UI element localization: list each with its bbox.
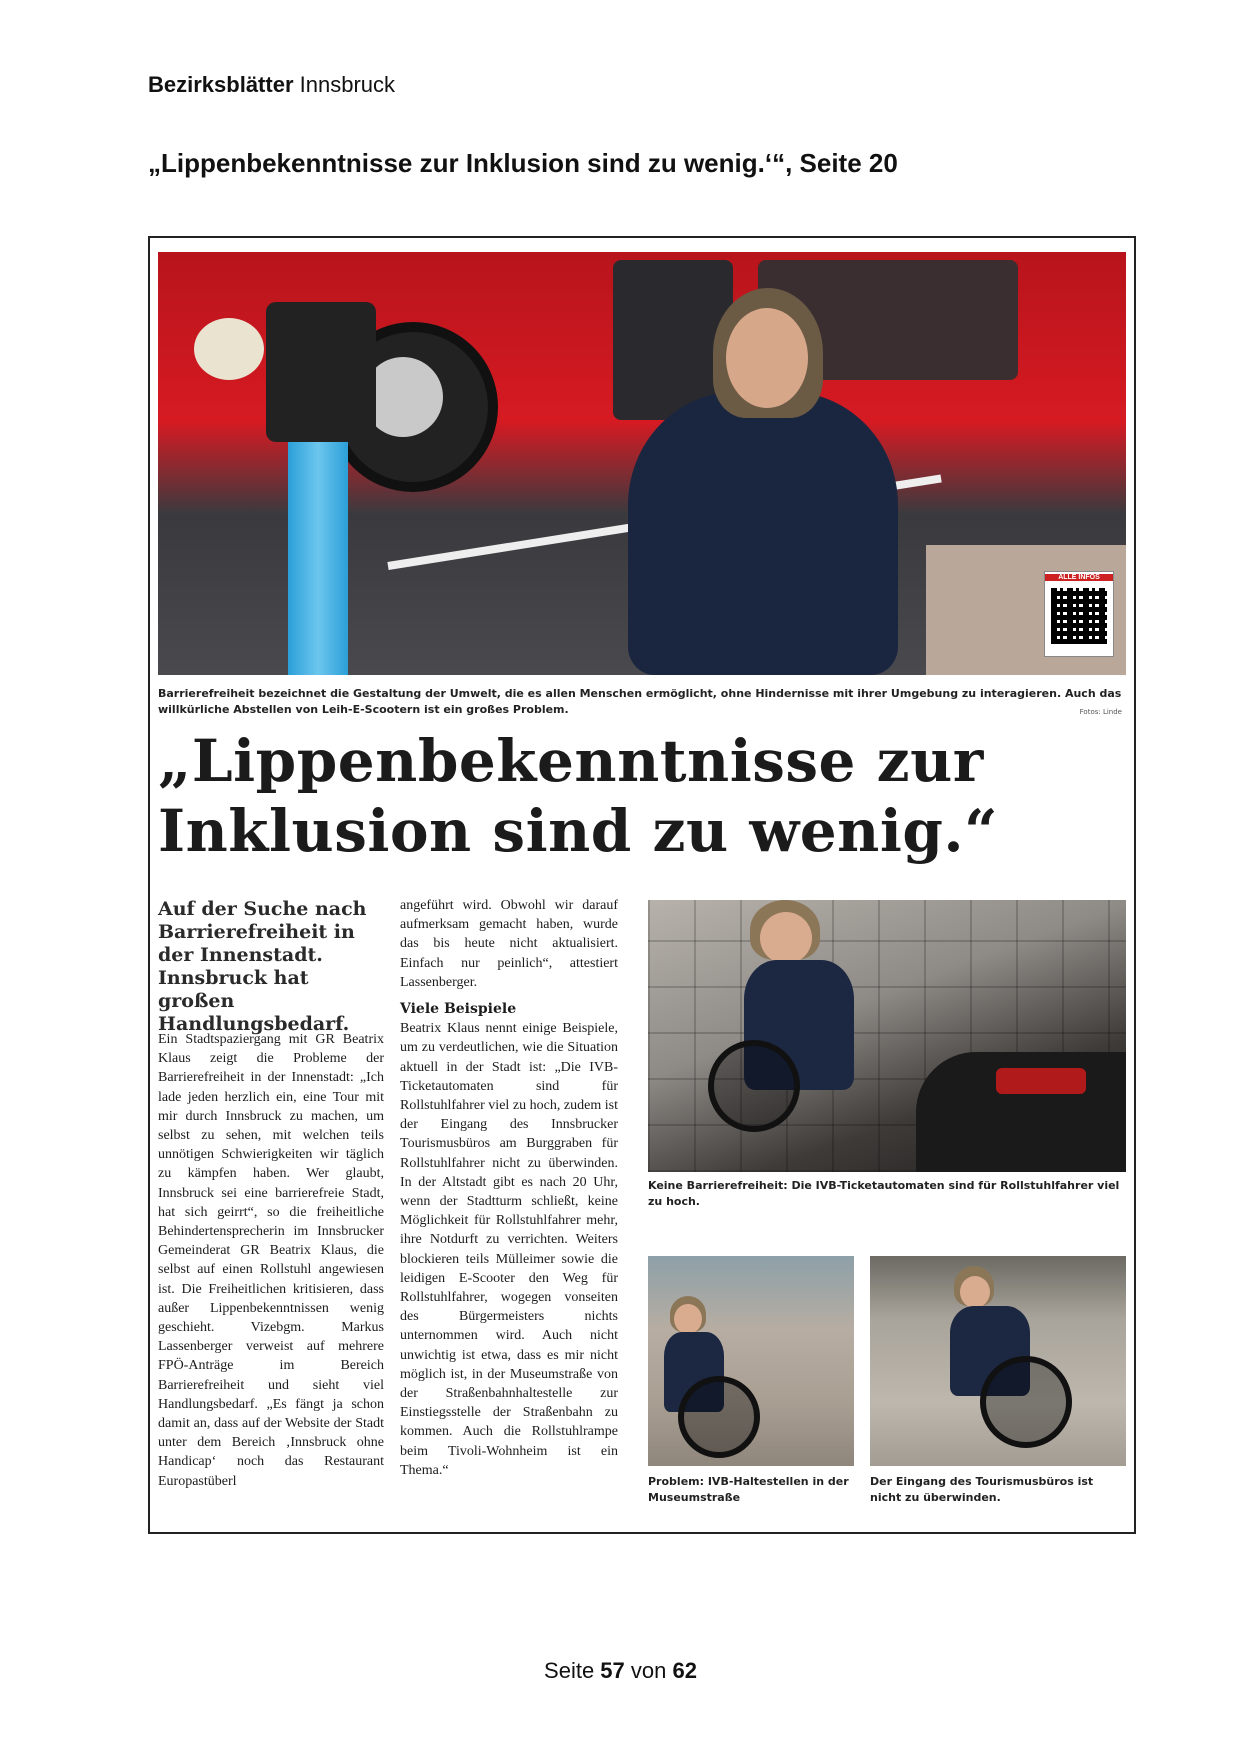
article-column-1: Ein Stadtspaziergang mit GR Beatrix Klaus zeigt die Probleme der Barrierefreiheit in der Innenstadt: „Ich lade jeden herzlich ein, eine Tour mit mir durch Innsbruck zu machen, um selbst zu sehen, mit welchen teils unnötigen Schwierigkeiten wir täglich zu kämpfen haben. Wer glaubt, Innsbruck sei eine barrierefreie Stadt, hat sich geirrt“, so die freiheitliche Behindertensprecherin im Innsbrucker Gemeinderat GR Beatrix Klaus, die selbst auf einen Rollstuhl angewiesen ist. Die Freiheitlichen kritisieren, dass außer Lippenbekenntnissen wenig geschieht. Vizebgm. Markus Lassenberger verweist auf mehrere FPÖ-Anträge im Bereich Barrierefreiheit und sieht viel Handlungsbedarf. „Es fängt ja schon damit an, dass auf der Website der Stadt unter dem Bereich ‚Innsbruck ohne Handicap‘ noch das Restaurant Europastüberl — [158, 1032, 384, 1489]
article-lead: Auf der Suche nach Barrierefreiheit in der Innenstadt. Innsbruck hat großen Handlungsbedarf. — [158, 898, 367, 1035]
scooter-handlebar — [266, 302, 376, 442]
entrance-caption: Der Eingang des Tourismusbüros ist nicht zu überwinden. — [870, 1475, 1094, 1504]
ticket-machine-panel — [996, 1068, 1086, 1094]
source-name: Bezirksblätter — [148, 72, 294, 97]
newspaper-clipping — [148, 236, 1136, 1534]
main-photo-caption: Barrierefreiheit bezeichnet die Gestaltung der Umwelt, die es allen Menschen ermöglicht, ohne Hindernisse mit ihrer Umgebung zu interagieren. Auch das willkürliche Abstellen von Leih-E-Scootern ist ein großes Problem. — [158, 687, 1122, 716]
article-reference-title: „Lippenbekenntnisse zur Inklusion sind zu wenig.‘“, Seite 20 — [148, 148, 898, 178]
photo-credit: Fotos: Linde — [1079, 708, 1122, 716]
qr-code[interactable] — [1044, 571, 1114, 657]
qr-pattern — [1051, 588, 1107, 644]
page-footer — [0, 1658, 1241, 1684]
scooter-grip — [194, 318, 264, 380]
footer-middle: von — [624, 1658, 673, 1683]
subheading: Viele Beispiele — [400, 1001, 517, 1018]
article-column-2 — [400, 896, 618, 1480]
article-headline: „Lippenbekenntnisse zur Inklusion sind zu wenig.“ — [158, 727, 998, 865]
column-2-intro: angeführt wird. Obwohl wir darauf aufmerksam gemacht haben, wurde das bis heute nicht aktualisiert. Einfach nur peinlich“, attestiert Lassenberger. — [400, 898, 618, 990]
column-2-body: Beatrix Klaus nennt einige Beispiele, um zu verdeutlichen, wie die Situation aktuell in der Stadt ist: „Die IVB-Ticketautomaten sind für Rollstuhlfahrer viel zu hoch, zudem ist der Eingang des Innsbrucker Tourismusbüros am Burggraben für Rollstuhlfahrer nicht zu überwinden. In der Altstadt gibt es nach 20 Uhr, wenn der Stadtturm schließt, keine Möglichkeit für Rollstuhlfahrer mehr, ihre Notdurft zu verrichten. Weiters blockieren teils Mülleimer sowie die leidigen E-Scooter den Weg für Rollstuhlfahrer, wogegen vonseiten des Bürgermeisters nichts unternommen wird. Auch nicht unwichtig ist etwa, dass es mir nicht möglich ist, in der Museumstraße von der Straßenbahnhaltestelle zur Einstiegsstelle der Straßenbahn zu kommen. Auch die Rollstuhlrampe beim Tivoli-Wohnheim ist ein Thema.“ — [400, 1021, 618, 1478]
woman-figure — [628, 392, 898, 675]
e-scooter — [288, 422, 348, 675]
tram-stop-caption: Problem: IVB-Haltestellen in der Museumstraße — [648, 1475, 849, 1504]
qr-label: ALLE INFOS — [1045, 574, 1113, 581]
footer-prefix: Seite — [544, 1658, 601, 1683]
source-line — [148, 72, 395, 98]
tourism-office-entrance-photo — [870, 1256, 1126, 1466]
ticket-machine-photo — [648, 900, 1126, 1172]
tram-stop-photo — [648, 1256, 854, 1466]
woman-face — [726, 308, 808, 408]
main-photo — [158, 252, 1126, 675]
current-page: 57 — [600, 1658, 625, 1683]
total-pages: 62 — [672, 1658, 697, 1683]
source-region: Innsbruck — [293, 72, 396, 97]
ticket-photo-caption: Keine Barrierefreiheit: Die IVB-Ticketautomaten sind für Rollstuhlfahrer viel zu hoch. — [648, 1179, 1120, 1208]
